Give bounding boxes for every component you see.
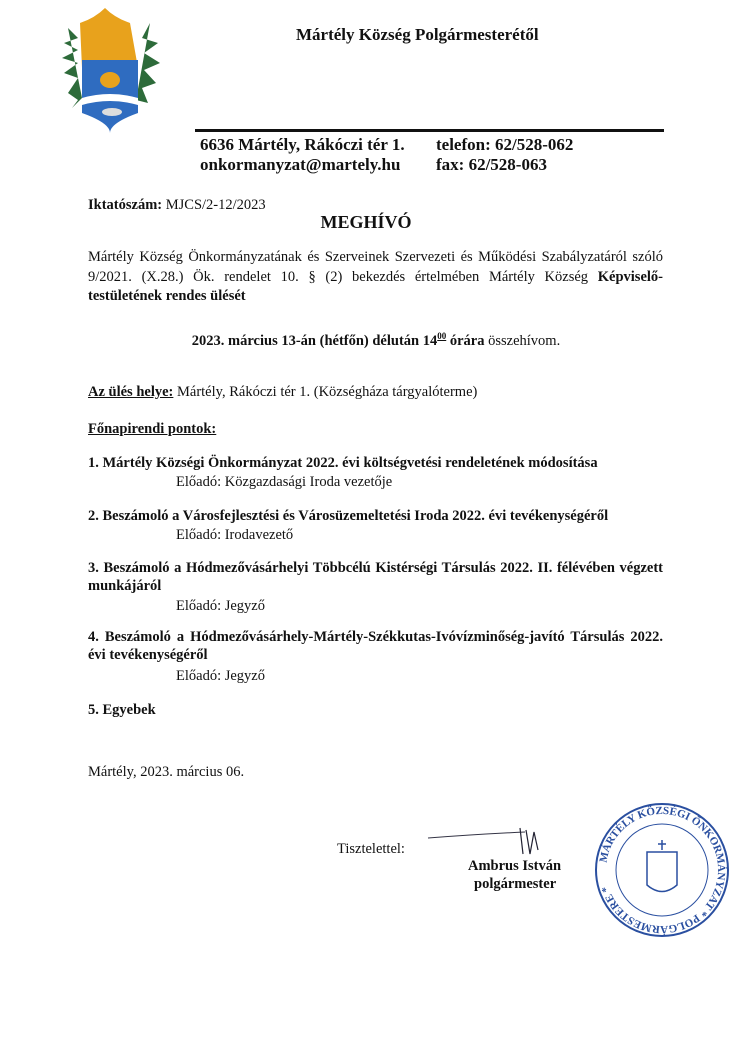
- letterhead-title: Mártély Község Polgármesterétől: [296, 25, 539, 44]
- address: 6636 Mártély, Rákóczi tér 1.: [200, 135, 405, 154]
- intro-bold: Képviselő-testületének rendes ülését: [88, 268, 663, 304]
- official-stamp: [592, 800, 732, 940]
- agenda-presenter-3: Előadó: Jegyző: [176, 598, 265, 614]
- fax: fax: 62/528-063: [436, 155, 547, 174]
- coat-of-arms-logo: [50, 8, 170, 133]
- agenda-item-2: 2. Beszámoló a Városfejlesztési és Városüzemeltetési Iroda 2022. évi tevékenységéről: [88, 508, 609, 524]
- signer-name: Ambrus István: [468, 858, 562, 874]
- meeting-hour-label: órára: [446, 332, 485, 349]
- venue: [88, 384, 477, 401]
- stamp-text: MÁRTÉLY KÖZSÉGI ÖNKORMÁNYZAT * POLGÁRMESTERE *: [597, 804, 728, 936]
- agenda-presenter-4: Előadó: Jegyző: [176, 668, 265, 684]
- agenda-item-5: 5. Egyebek: [88, 702, 156, 718]
- document-title: MEGHÍVÓ: [320, 212, 412, 232]
- signature: [420, 820, 580, 856]
- place-date: Mártély, 2023. március 06.: [88, 764, 245, 780]
- phone: telefon: 62/528-062: [436, 135, 574, 154]
- reference-value: MJCS/2-12/2023: [165, 197, 266, 213]
- header-rule: [195, 129, 664, 132]
- agenda-item-3: 3. Beszámoló a Hódmezővásárhelyi Többcélú Kistérségi Társulás 2022. II. félévében végzett munkájáról: [88, 560, 663, 594]
- agenda-presenter-1: Előadó: Közgazdasági Iroda vezetője: [176, 474, 393, 490]
- signer-role: polgármester: [474, 876, 557, 892]
- meeting-time-sup: 00: [437, 331, 447, 341]
- intro-text: Mártély Község Önkormányzatának és Szerveinek Szervezeti és Működési Szabályzatáról szóló 9/2021. (X.28.) Ök. rendelet 10. § (2) bekezdés értelmében Mártély Község: [88, 249, 663, 285]
- agenda-item-1: 1. Mártély Községi Önkormányzat 2022. évi költségvetési rendeletének módosítása: [88, 455, 598, 471]
- meeting-time: [0, 331, 752, 350]
- intro-paragraph: [88, 248, 663, 307]
- agenda-presenter-2: Előadó: Irodavezető: [176, 527, 294, 543]
- reference-label: Iktatószám:: [88, 197, 163, 213]
- email: onkormanyzat@martely.hu: [200, 155, 401, 174]
- meeting-date: 2023. március 13-án (hétfőn) délután 14: [191, 332, 438, 349]
- agenda-item-4: 4. Beszámoló a Hódmezővásárhely-Mártély-Székkutas-Ivóvízminőség-javító Társulás 2022. évi tevékenységéről: [88, 629, 663, 663]
- closing: Tisztelettel:: [337, 841, 405, 857]
- venue-value: Mártély, Rákóczi tér 1. (Községháza tárgyalóterme): [173, 384, 478, 400]
- venue-label: Az ülés helye:: [88, 384, 174, 400]
- meeting-rest: összehívom.: [484, 332, 561, 349]
- agenda-heading: Főnapirendi pontok:: [88, 421, 217, 437]
